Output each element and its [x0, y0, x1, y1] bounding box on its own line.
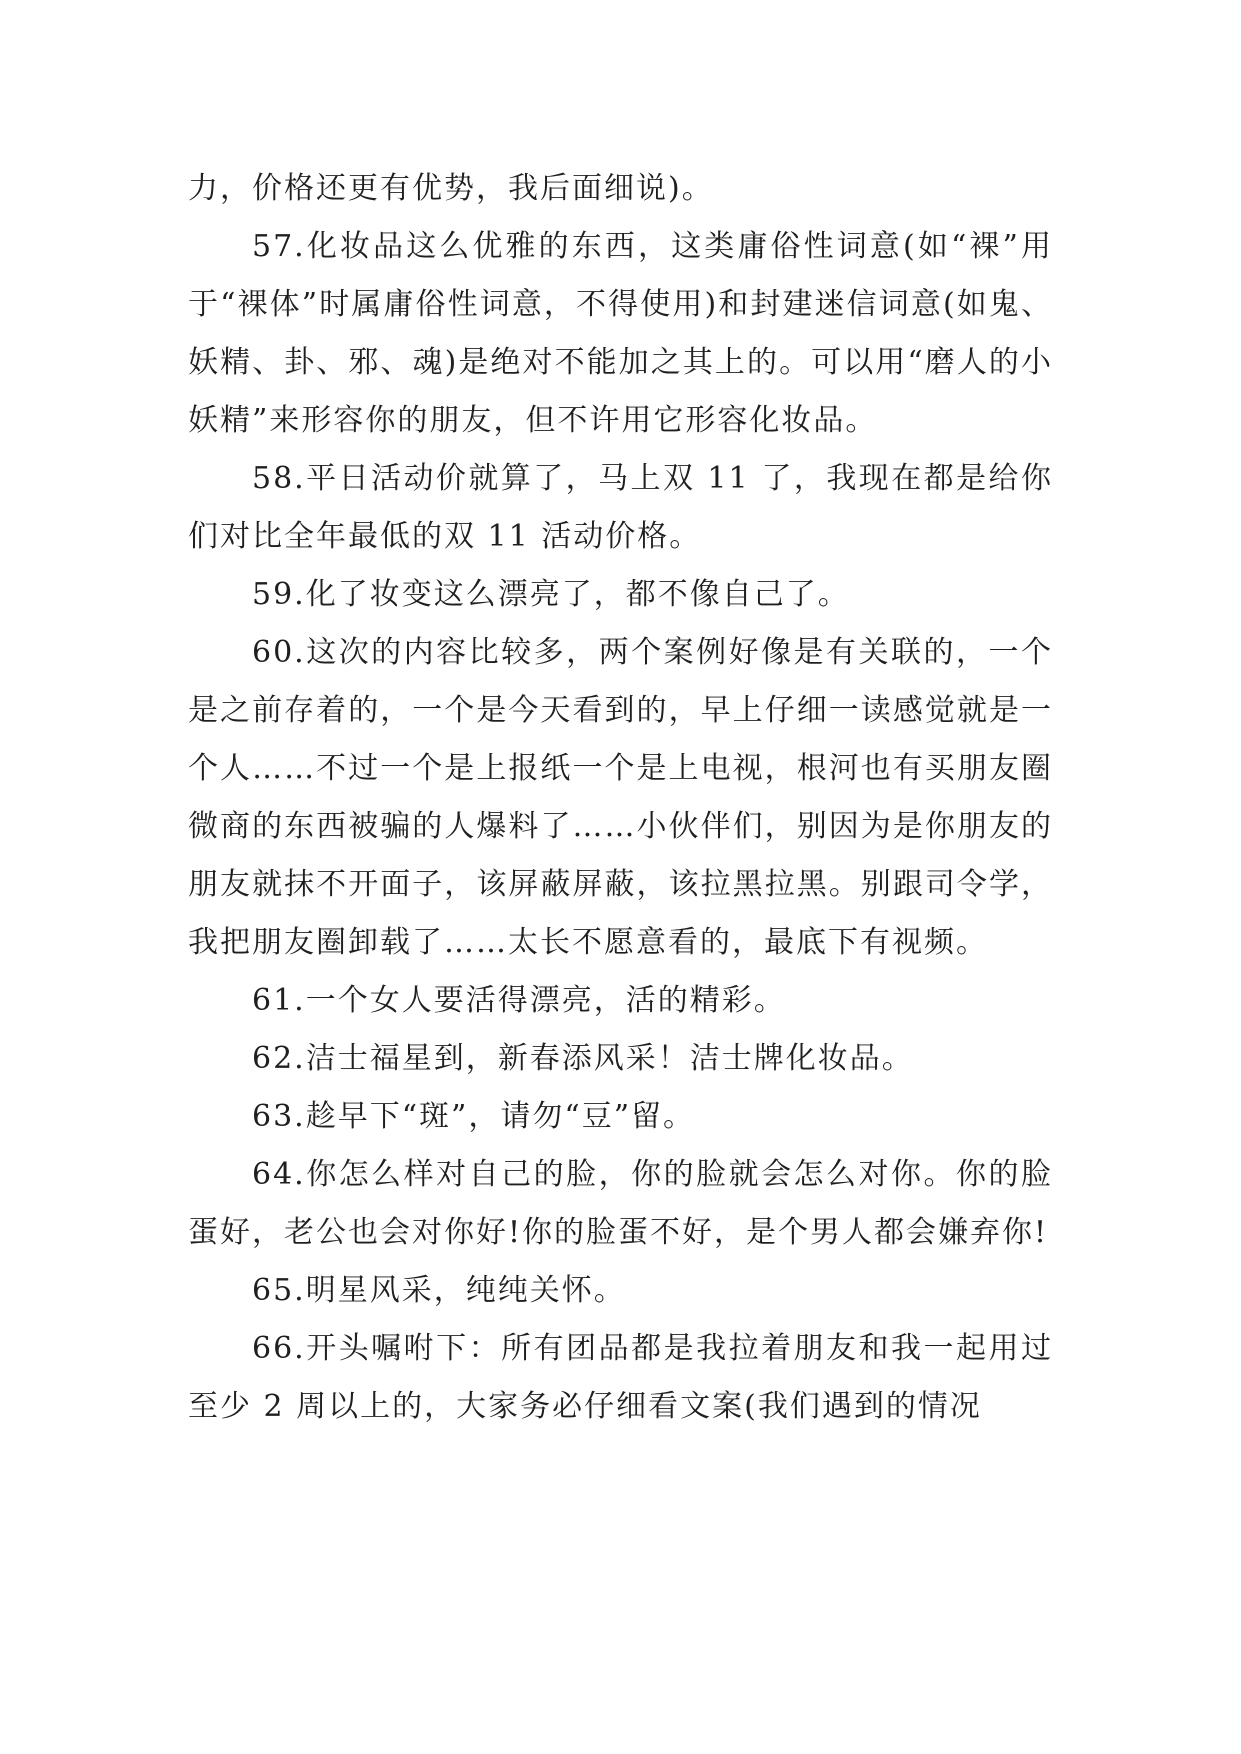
- paragraph-item-61: 61.一个女人要活得漂亮，活的精彩。: [252, 983, 786, 1018]
- document-body: [188, 160, 1053, 1436]
- paragraph-item-65: 65.明星风采，纯纯关怀。: [252, 1273, 626, 1308]
- paragraph-item-59: 59.化了妆变这么漂亮了，都不像自己了。: [252, 577, 850, 612]
- paragraph-item-64: 64.你怎么样对自己的脸，你的脸就会怎么对你。你的脸蛋好，老公也会对你好!你的脸蛋不好，是个男人都会嫌弃你!: [188, 1157, 1053, 1250]
- paragraph-item-58: 58.平日活动价就算了，马上双 11 了，我现在都是给你们对比全年最低的双 11 活动价格。: [188, 461, 1053, 554]
- paragraph-continued: 力，价格还更有优势，我后面细说)。: [188, 171, 714, 206]
- paragraph-item-62: 62.洁士福星到，新春添风采！洁士牌化妆品。: [252, 1041, 914, 1076]
- paragraph-item-60: 60.这次的内容比较多，两个案例好像是有关联的，一个是之前存着的，一个是今天看到的，早上仔细一读感觉就是一个人……不过一个是上报纸一个是上电视，根河也有买朋友圈微商的东西被骗的人爆料了……小伙伴们，别因为是你朋友的朋友就抹不开面子，该屏蔽屏蔽，该拉黑拉黑。别跟司令学，我把朋友圈卸载了……太长不愿意看的，最底下有视频。: [188, 635, 1053, 960]
- paragraph-item-66: 66.开头嘱咐下：所有团品都是我拉着朋友和我一起用过至少 2 周以上的，大家务必仔细看文案(我们遇到的情况: [188, 1331, 1053, 1424]
- paragraph-item-57: 57.化妆品这么优雅的东西，这类庸俗性词意(如“裸”用于“裸体”时属庸俗性词意，不得使用)和封建迷信词意(如鬼、妖精、卦、邪、魂)是绝对不能加之其上的。可以用“磨人的小妖精”来形容你的朋友，但不许用它形容化妆品。: [188, 229, 1053, 438]
- paragraph-item-63: 63.趁早下“斑”，请勿“豆”留。: [252, 1099, 696, 1134]
